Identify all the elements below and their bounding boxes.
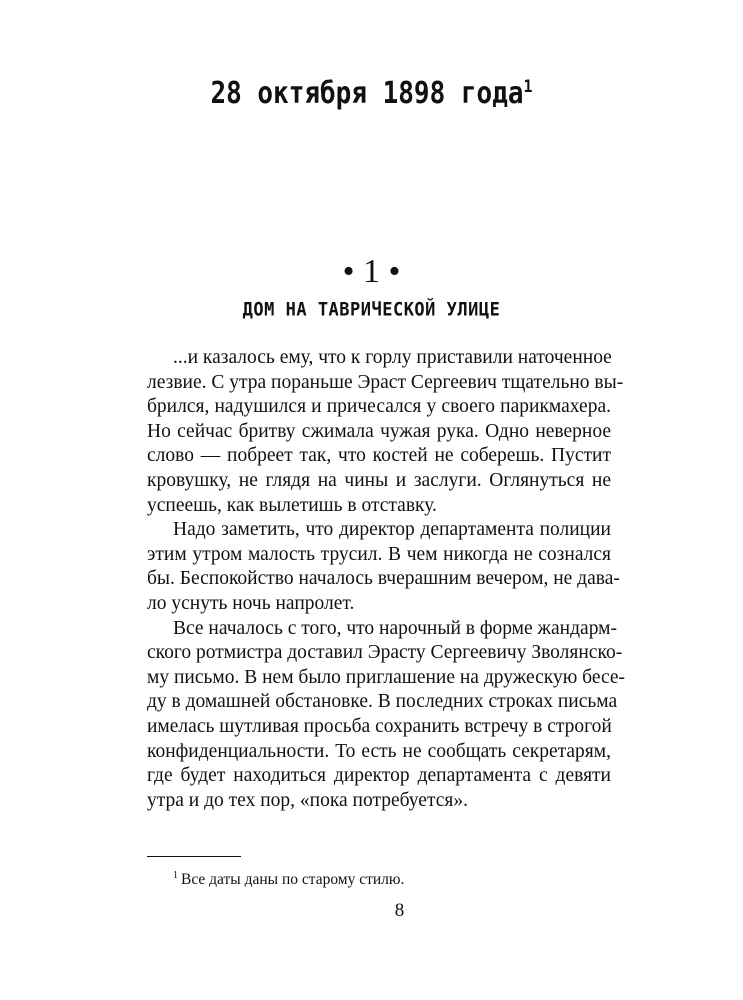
footnote-text: Все даты даны по старому стилю.: [181, 871, 405, 889]
chapter-body: [147, 346, 625, 813]
body-line: слово — побреет так, что костей не соберешь. Пустит: [147, 445, 611, 467]
body-line: утра и до тех пор, «пока потребуется».: [147, 789, 468, 811]
body-line: имелась шутливая просьба сохранить встречу в строгой: [147, 715, 612, 737]
date-heading: [0, 76, 743, 111]
body-line: этим утром малость трусил. В чем никогда не сознался: [147, 543, 611, 565]
body-line: му письмо. В нем было приглашение на дружескую бесе-: [147, 666, 625, 688]
body-line: Все началось с того, что нарочный в форме жандарм-: [173, 617, 617, 639]
chapter-number: • 1 •: [342, 253, 401, 290]
body-line: ло уснуть ночь напролет.: [147, 592, 355, 614]
body-line: бы. Беспокойство началось вчерашним вечером, не дава-: [147, 568, 620, 590]
body-line: Но сейчас бритву сжимала чужая рука. Одно неверное: [147, 420, 611, 442]
date-footnote-marker: 1: [523, 75, 533, 97]
body-line: ского ротмистра доставил Эрасту Сергеевичу Зволянско-: [147, 642, 623, 664]
date-heading-text: 28 октября 1898 года: [210, 76, 524, 111]
body-line: кровушку, не глядя на чины и заслуги. Оглянуться не: [147, 469, 611, 491]
page-number-text: 8: [394, 900, 405, 921]
body-line: ду в домашней обстановке. В последних строках письма: [147, 691, 618, 713]
page-number: [0, 900, 743, 922]
body-line: лезвие. С утра пораньше Эраст Сергеевич тщательно вы-: [147, 371, 624, 393]
body-line: конфиденциальности. То есть не сообщать секретарям,: [147, 740, 611, 762]
body-line: ...и казалось ему, что к горлу приставили наточенное: [173, 347, 612, 368]
body-line: Надо заметить, что директор департамента полиции: [173, 519, 611, 541]
footnote: [173, 866, 613, 890]
chapter-title: ДОМ НА ТАВРИЧЕСКОЙ УЛИЦЕ: [242, 299, 501, 321]
body-line: успеешь, как вылетишь в отставку.: [147, 494, 437, 516]
footnote-divider: [147, 856, 241, 857]
footnote-marker: 1: [173, 870, 178, 881]
body-line: где будет находиться директор департамента с девяти: [147, 765, 611, 787]
body-line: брился, надушился и причесался у своего парикмахера.: [147, 396, 611, 418]
